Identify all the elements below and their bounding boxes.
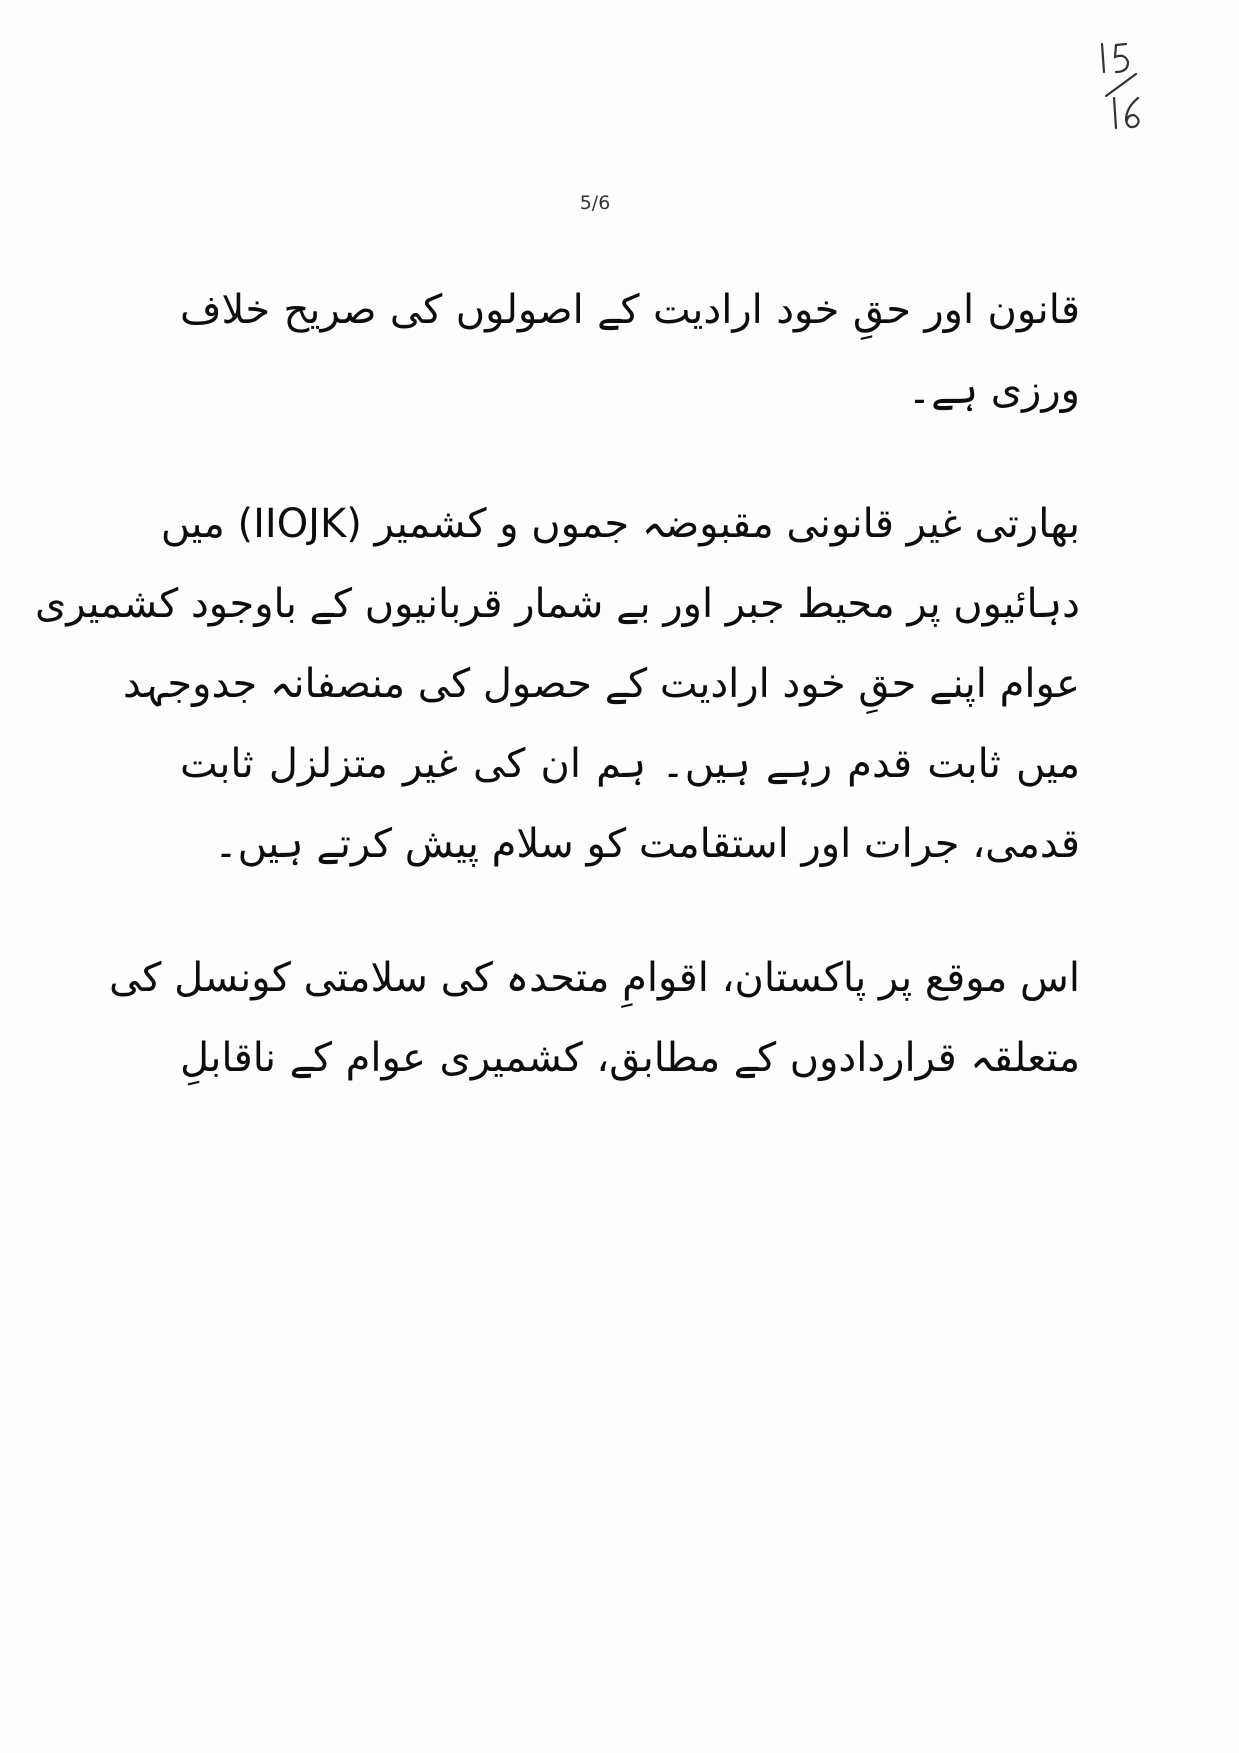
text-line: بھارتی غیر قانونی مقبوضہ جموں و کشمیر (IIOJK) میں (160, 501, 1080, 547)
text-line: قدمی، جرات اور استقامت کو سلام پیش کرتے ہیں۔ (214, 821, 1080, 867)
text-line: میں ثابت قدم رہے ہیں۔ ہم ان کی غیر متزلزل ثابت (180, 741, 1080, 787)
paragraph (34, 484, 1080, 884)
page-number: 5/6 (579, 192, 611, 214)
text-line: قانون اور حقِ خود ارادیت کے اصولوں کی صریح خلاف (180, 287, 1080, 333)
text-line: اس موقع پر پاکستان، اقوامِ متحدہ کی سلامتی کونسل کی (109, 955, 1080, 1001)
urdu-body-text (34, 270, 1080, 1152)
text-line: متعلقہ قراردادوں کے مطابق، کشمیری عوام کے ناقابلِ (180, 1035, 1080, 1081)
handwritten-page-annotation (1092, 38, 1152, 133)
text-line: عوام اپنے حقِ خود ارادیت کے حصول کی منصفانہ جدوجہد (122, 661, 1080, 707)
text-line: دہائیوں پر محیط جبر اور بے شمار قربانیوں کے باوجود کشمیری (34, 581, 1080, 627)
handwritten-fraction-mark (1092, 38, 1152, 133)
paragraph (109, 938, 1080, 1098)
text-line: ورزی ہے۔ (907, 367, 1080, 413)
paragraph (180, 270, 1080, 430)
